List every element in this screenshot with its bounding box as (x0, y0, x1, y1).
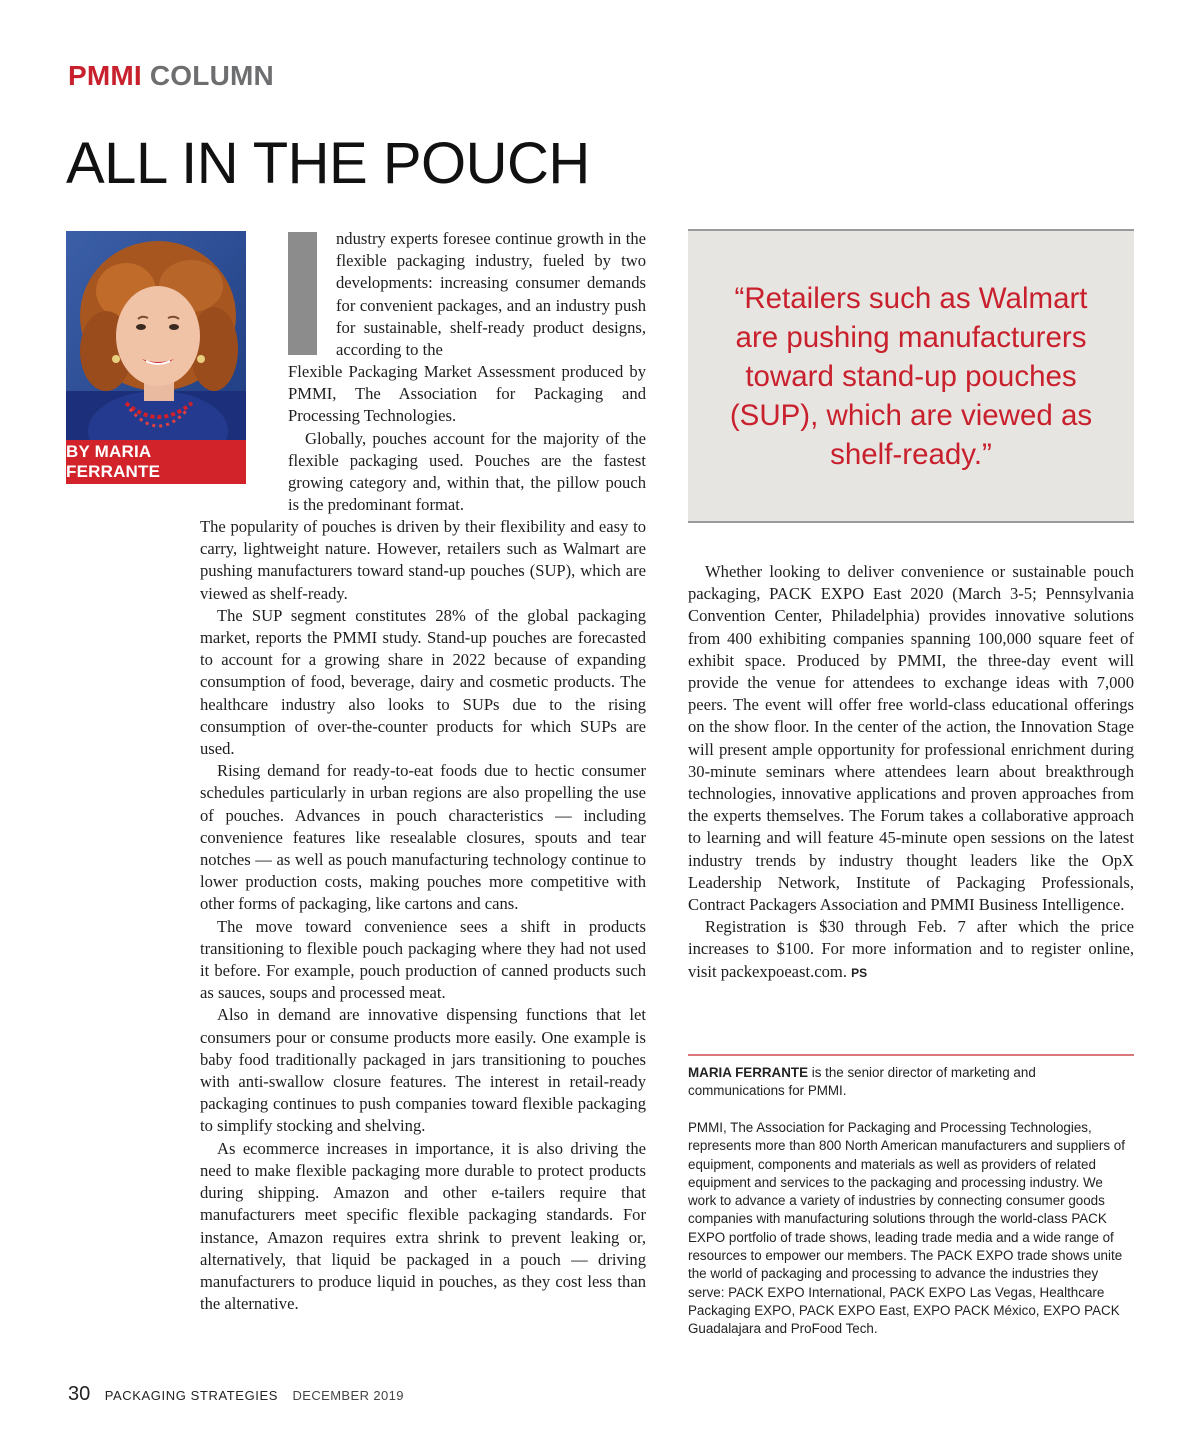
about-pmmi: PMMI, The Association for Packaging and Processing Technologies, represents more than 800 North American manufacturers and suppliers of equipment, components and materials as well as providers of related equipment and services to the packaging and processing industry. We work to advance a variety of industries by connecting consumer goods companies with manufacturing solutions through the world-class PACK EXPO portfolio of trade shows, leading trade media and a wide range of resources to empower our members. The PACK EXPO trade shows unite the world of packaging and processing to advance the industries they serve: PACK EXPO International, PACK EXPO Las Vegas, Healthcare Packaging EXPO, PACK EXPO East, EXPO PACK México, EXPO PACK Guadalajara and ProFood Tech. (688, 1120, 1125, 1337)
intro-paragraph-lead: ndustry experts foresee continue growth in the flexible packaging industry, fueled by two developments: increasing consumer demands for convenient packages, and an industry push for sustainable, shelf-ready product designs, according to the (336, 229, 646, 360)
end-mark: PS (851, 965, 868, 980)
author-bio (688, 1064, 1134, 1101)
registration-text: Registration is $30 through Feb. 7 after which the price increases to $100. For more information and to register online, visit packexpoeast.com. (688, 917, 1134, 981)
page-footer (68, 1383, 404, 1406)
author-portrait-image (66, 231, 246, 440)
bio-text: is the senior director of marketing and communications for PMMI. (688, 1065, 1036, 1099)
body-paragraph: Also in demand are innovative dispensing functions that let consumers pour or consume products more easily. One example is baby food traditionally packaged in jars transitioning to pouches with anti-swallow closure features. The interest in retail-ready packaging continues to push companies toward flexible packaging to simplify stocking and shelving. (200, 1005, 646, 1136)
publication-name: PACKAGING STRATEGIES (104, 1388, 279, 1403)
body-column-right (688, 561, 1134, 984)
pull-quote-box (688, 229, 1134, 523)
body-paragraph: The move toward convenience sees a shift in products transitioning to flexible pouch packaging where they had not used it before. For example, pouch production of canned products such as sauces, soups and processed meat. (200, 916, 646, 1003)
body-paragraph: Whether looking to deliver convenience or sustainable pouch packaging, PACK EXPO East 2020 (March 3-5; Pennsylvania Convention Center, Philadelphia) provides innovative solutions from 400 exhibiting companies spanning 100,000 square feet of exhibit space. Produced by PMMI, the three-day event will provide the venue for attendees to exchange ideas with 7,000 peers. The event will offer free world-class educational offerings on the show floor. In the center of the action, the Innovation Stage will present ample opportunity for professional enrichment during 30-minute seminars where attendees learn about breakthrough technologies, innovative applications and proven approaches from the experts themselves. The Forum takes a collaborative approach to learning and will feature 45-minute open sessions on the latest industry trends by industry thought leaders like the OpX Leadership Network, Institute of Packaging Professionals, Contract Packagers Association and PMMI Business Intelligence. (688, 562, 1134, 915)
author-photo (66, 231, 246, 440)
intro-p2: Globally, pouches account for the majority of the flexible packaging used. Pouches are the fastest growing category and, within that, the pillow pouch is the predominant format. (288, 428, 646, 515)
body-paragraph: The SUP segment constitutes 28% of the global packaging market, reports the PMMI study. Stand-up pouches are forecasted to account for a growing share in 2022 because of expanding consumption of food, beverage, dairy and cosmetic products. The healthcare industry also looks to SUPs due to the rising consumption of over-the-counter products for which SUPs are used. (200, 605, 646, 759)
intro-paragraph-continued (288, 361, 646, 516)
bio-divider (688, 1054, 1134, 1056)
page-number: 30 (68, 1383, 91, 1405)
body-column-left (200, 516, 646, 1315)
body-paragraph-final (688, 916, 1134, 984)
kicker-pmmi: PMMI (68, 60, 142, 91)
author-byline: BY MARIA FERRANTE (66, 440, 246, 484)
pull-quote-text: “Retailers such as Walmart are pushing manufacturers toward stand-up pouches (SUP), which are viewed as shelf-ready.” (729, 281, 1093, 471)
drop-cap (288, 232, 317, 355)
intro-cont: Flexible Packaging Market Assessment produced by PMMI, The Association for Packaging and Processing Technologies. (288, 362, 646, 426)
kicker-column: COLUMN (149, 60, 274, 91)
body-paragraph: As ecommerce increases in importance, it is also driving the need to make flexible packaging more durable to protect products during shipping. Amazon and other e-tailers require that manufacturers meet specific flexible packaging standards. For instance, Amazon requires extra shrink to prevent leaking or, alternatively, that liquid be packaged in a pouch — driving manufacturers to produce liquid in pouches, as they cost less than the alternative. (200, 1138, 646, 1314)
article-headline: ALL IN THE POUCH (66, 131, 590, 196)
bio-name: MARIA FERRANTE (688, 1065, 809, 1080)
body-paragraph: The popularity of pouches is driven by their flexibility and easy to carry, lightweight nature. However, retailers such as Walmart are pushing manufacturers toward stand-up pouches (SUP), which are viewed as shelf-ready. (200, 517, 646, 603)
section-kicker (68, 60, 274, 92)
body-paragraph: Rising demand for ready-to-eat foods due to hectic consumer schedules particularly in urban regions are also propelling the use of pouches. Advances in pouch characteristics — including convenience features like resealable closures, spouts and tear notches — as well as pouch manufacturing technology continue to lower production costs, making pouches more competitive with other forms of packaging, like cartons and cans. (200, 761, 646, 914)
issue-date: DECEMBER 2019 (292, 1388, 404, 1403)
